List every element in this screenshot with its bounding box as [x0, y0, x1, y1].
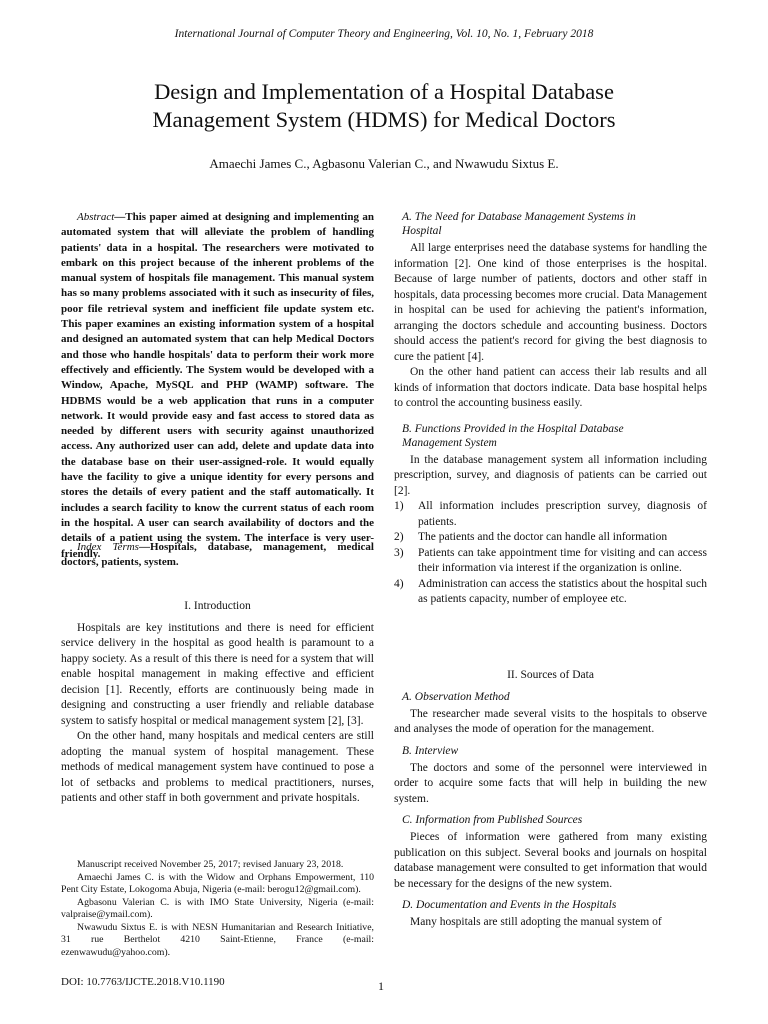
section-a-heading	[394, 210, 707, 238]
section-b-heading-line-1: B. Functions Provided in the Hospital Database	[402, 422, 624, 435]
title-line-2: Management System (HDMS) for Medical Doctors	[152, 107, 616, 132]
list-item	[394, 530, 707, 546]
published-sources-text: Pieces of information were gathered from many existing publication on this subject. Several books and journals on hospital database management were consulted to get information that would be necessary for the designs of the new system.	[394, 831, 707, 890]
introduction-paragraph-2: On the other hand, many hospitals and medical centers are still adopting the manual system of hospital management. These methods of medical management system have continued to pose a lot of setbacks and problems to medical practitioners, nurses, patients and other staff in both government and private hospitals.	[61, 730, 374, 804]
interview-text: The doctors and some of the personnel were interviewed in order to acquire some facts that will help in building the new system.	[394, 761, 707, 805]
abstract-label: Abstract	[77, 211, 115, 223]
footnote-received: Manuscript received November 25, 2017; revised January 23, 2018.	[77, 859, 344, 870]
paper-title	[60, 78, 708, 134]
index-terms	[61, 540, 374, 571]
list-item	[394, 546, 707, 577]
footnote-author-1: Amaechi James C. is with the Widow and Orphans Empowerment, 110 Pent City Estate, Lokogoma Abuja, Nigeria (e-mail: berogu12@gmail.com).	[61, 871, 374, 895]
left-column	[61, 210, 374, 562]
page-number: 1	[378, 979, 384, 993]
section-a-paragraph-1: All large enterprises need the database systems for handling the information [2]. One kind of those enterprises is the hospital. Because of large number of patients, doctors and other staff in hospitals, data processing becomes more crucial. Data Management in hospital can be used for achieving the patient's information, arranging the doctors schedule and accounting business. Doctors should access the patient's record for giving the best diagnosis to cure the patient [4].	[394, 242, 707, 363]
observation-heading: A. Observation Method	[402, 690, 510, 703]
footnote-author-3: Nwawudu Sixtus E. is with NESN Humanitarian and Research Initiative, 31 rue Berthelot 4210 Saint-Etienne, France (e-mail: ezenwawudu@yahoo.com).	[61, 921, 374, 958]
list-item-number: 1)	[394, 500, 404, 512]
section-a-heading-line-2: Hospital	[402, 225, 442, 237]
section-b-heading	[394, 422, 707, 450]
footnotes	[61, 859, 374, 959]
introduction-paragraph-1: Hospitals are key institutions and there is need for efficient service delivery in the hospital as good health is paramount to a happy society. As a result of this there is need for a system that will enable hospital management in making effective and efficient decision [1]. Recently, efforts are continuously being made in designing and constructing a user friendly and reliable database system to satisfy hospital or medical management system [2], [3].	[61, 621, 374, 727]
sources-of-data-section	[394, 668, 707, 931]
footnote-author-2: Agbasonu Valerian C. is with IMO State University, Nigeria (e-mail: valpraise@ymail.com).	[61, 896, 374, 920]
section-a-heading-line-1: A. The Need for Database Management Systems in	[402, 211, 636, 223]
journal-header: International Journal of Computer Theory and Engineering, Vol. 10, No. 1, February 2018	[174, 28, 594, 40]
observation-text: The researcher made several visits to the hospitals to observe and analyses the mode of operation for the management.	[394, 707, 707, 735]
list-item-text: All information includes prescription survey, diagnosis of patients.	[418, 500, 707, 528]
right-column	[394, 210, 707, 608]
introduction-heading: I. Introduction	[184, 600, 251, 612]
interview-heading: B. Interview	[402, 744, 459, 757]
list-item-text: Patients can take appointment time for visiting and can access their information via interest if the organization is online.	[418, 546, 707, 574]
index-terms-text: —Hospitals, database, management, medical doctors, patients, system.	[61, 541, 374, 569]
author-list: Amaechi James C., Agbasonu Valerian C., and Nwawudu Sixtus E.	[209, 156, 559, 171]
list-item-text: Administration can access the statistics about the hospital such as patients capacity, number of employee etc.	[418, 577, 707, 605]
section-a-paragraph-2: On the other hand patient can access their lab results and all kinds of information that doctors indicate. Data base hospital helps to control the accounting business easily.	[394, 366, 707, 409]
section-b-heading-line-2: Management System	[402, 436, 497, 449]
documentation-heading: D. Documentation and Events in the Hospitals	[402, 899, 617, 911]
index-terms-label: Index Terms	[77, 541, 139, 553]
list-item	[394, 499, 707, 530]
introduction-section	[61, 599, 374, 807]
documentation-text: Many hospitals are still adopting the manual system of	[410, 916, 662, 928]
section-2-heading: II. Sources of Data	[507, 669, 594, 681]
list-item	[394, 577, 707, 608]
list-item-text: The patients and the doctor can handle all information	[418, 531, 668, 543]
list-item-number: 2)	[394, 531, 404, 543]
list-item-number: 4)	[394, 577, 404, 590]
index-terms-block	[61, 540, 374, 571]
title-line-1: Design and Implementation of a Hospital Database	[154, 79, 614, 104]
abstract	[61, 210, 374, 562]
section-b-intro: In the database management system all information including prescription, survey, and diagnosis of patients can be carried out [2].	[394, 453, 707, 497]
list-item-number: 3)	[394, 546, 404, 559]
published-sources-heading: C. Information from Published Sources	[402, 814, 583, 826]
abstract-text: —This paper aimed at designing and implementing an automated system that will alleviate the problem of handling patients' data in a hospital. The researchers were motivated to embark on this project because of the inherent problems of the manual system of hospitals file management. This manual system has so many problems associated with it such as insecurity of files, poor file retrieval system and inefficient file update system etc. This paper examines an existing information system of a hospital and designed an automated system that can help Medical Doctors and those who handle hospitals' data to perform their work more effectively and efficiently. The System would be developed with a Window, Apache, MySQL and PHP (WAMP) software. The HDBMS would be a web application that runs in a computer network. It would provide easy and fast access to stored data as needed by different users with security against unauthorized access. Any authorized user can add, delete and update data into the database base on their user-assigned-role. It would equally have the facility to give a unique identity for every persons and stores the details of every patient and the staff automatically. It includes a search facility to know the current status of each room in the hospital. A user can search availability of doctors and the details of a patient using the system. The interface is very user-friendly.	[61, 211, 374, 560]
doi: DOI: 10.7763/IJCTE.2018.V10.1190	[61, 976, 225, 988]
